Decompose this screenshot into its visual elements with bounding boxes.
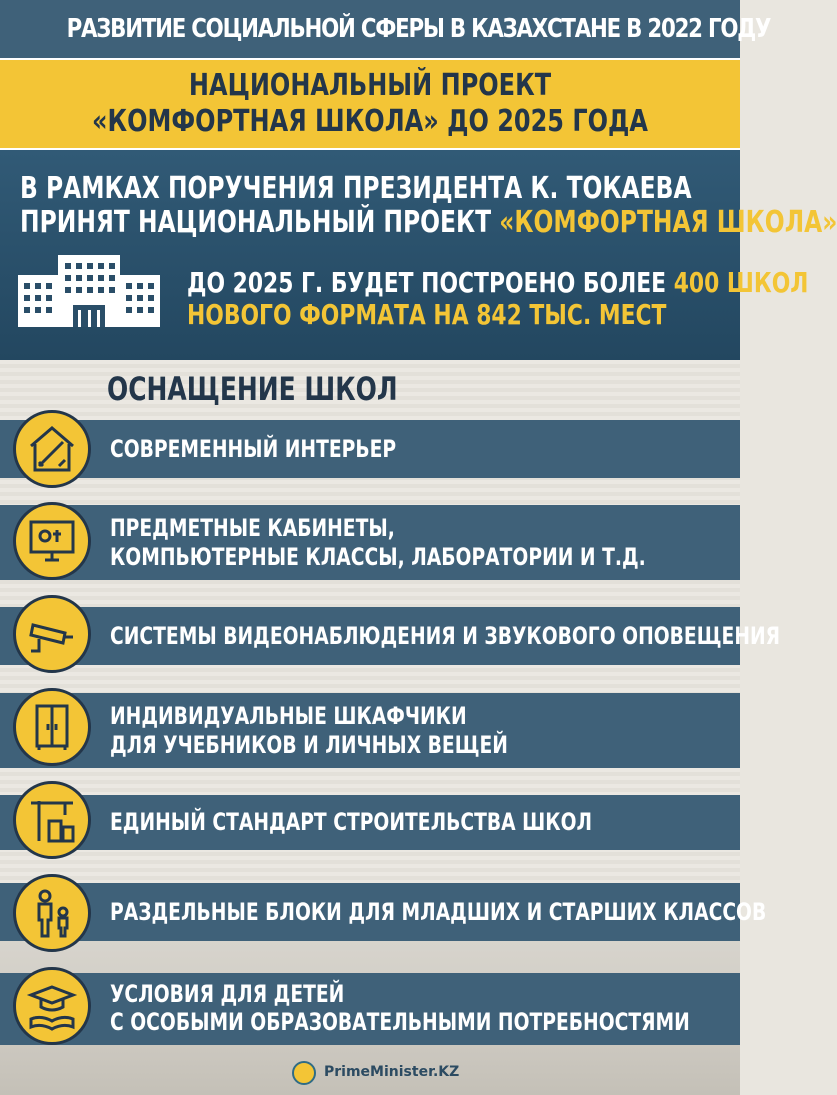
list-item: [0, 973, 740, 1045]
security-camera-icon: [25, 607, 79, 661]
item-label: РАЗДЕЛЬНЫЕ БЛОКИ ДЛЯ МЛАДШИХ И СТАРШИХ КЛАССОВ: [110, 898, 767, 926]
item-label-2: ДЛЯ УЧЕБНИКОВ И ЛИЧНЫХ ВЕЩЕЙ: [110, 731, 508, 759]
intro-line-2-text: ПРИНЯТ НАЦИОНАЛЬНЫЙ ПРОЕКТ: [20, 205, 500, 240]
pencil-ruler-icon: [25, 422, 79, 476]
list-item: [0, 420, 740, 478]
item-icon-circle: [13, 688, 91, 766]
build-line-1: [187, 266, 808, 300]
item-label: ИНДИВИДУАЛЬНЫЕ ШКАФЧИКИ: [110, 702, 467, 730]
item-label: СИСТЕМЫ ВИДЕОНАБЛЮДЕНИЯ И ЗВУКОВОГО ОПОВЕЩЕНИЯ: [110, 622, 781, 650]
list-item: [0, 607, 781, 665]
item-label: СОВРЕМЕННЫЙ ИНТЕРЬЕР: [110, 435, 397, 463]
wardrobe-icon: [25, 700, 79, 754]
list-item: [0, 795, 740, 850]
item-label: УСЛОВИЯ ДЛЯ ДЕТЕЙ: [110, 980, 345, 1008]
adult-child-icon: [25, 886, 79, 940]
item-label: ЕДИНЫЙ СТАНДАРТ СТРОИТЕЛЬСТВА ШКОЛ: [110, 808, 593, 836]
project-banner: [0, 58, 740, 150]
list-item: [0, 505, 740, 580]
graduation-book-icon: [25, 979, 79, 1033]
intro-line-2: [20, 206, 837, 240]
footer-brand[interactable]: PrimeMinister.KZ: [324, 1064, 460, 1080]
item-icon-circle: [13, 967, 91, 1045]
school-building-icon: [18, 255, 160, 327]
build-line-2: НОВОГО ФОРМАТА НА 842 ТЫС. МЕСТ: [187, 298, 667, 331]
list-item: [0, 693, 740, 768]
item-label-2: С ОСОБЫМИ ОБРАЗОВАТЕЛЬНЫМИ ПОТРЕБНОСТЯМИ: [110, 1008, 690, 1036]
item-icon-circle: [13, 410, 91, 488]
item-icon-circle: [13, 595, 91, 673]
emblem-logo: [292, 1061, 316, 1085]
schools-count-highlight: 400 ШКОЛ: [673, 266, 809, 299]
item-icon-circle: [13, 874, 91, 952]
crane-icon: [25, 793, 79, 847]
item-icon-circle: [13, 502, 91, 580]
list-item: [0, 883, 767, 941]
page-title: РАЗВИТИЕ СОЦИАЛЬНОЙ СФЕРЫ В КАЗАХСТАНЕ В 2022 ГОДУ: [66, 14, 771, 44]
intro-line-1: В РАМКАХ ПОРУЧЕНИЯ ПРЕЗИДЕНТА К. ТОКАЕВА: [20, 171, 692, 206]
header-bar: [0, 0, 771, 58]
item-icon-circle: [13, 781, 91, 859]
banner-line-2: «КОМФОРТНАЯ ШКОЛА» ДО 2025 ГОДА: [91, 104, 649, 139]
item-label: ПРЕДМЕТНЫЕ КАБИНЕТЫ,: [110, 514, 395, 542]
item-label-2: КОМПЬЮТЕРНЫЕ КЛАССЫ, ЛАБОРАТОРИИ И Т.Д.: [110, 543, 646, 571]
section-title: ОСНАЩЕНИЕ ШКОЛ: [107, 370, 398, 408]
project-name-highlight: «КОМФОРТНАЯ ШКОЛА»: [499, 205, 837, 240]
computer-lab-icon: [25, 514, 79, 568]
build-text: ДО 2025 Г. БУДЕТ ПОСТРОЕНО БОЛЕЕ: [187, 266, 674, 299]
banner-line-1: НАЦИОНАЛЬНЫЙ ПРОЕКТ: [188, 68, 552, 103]
